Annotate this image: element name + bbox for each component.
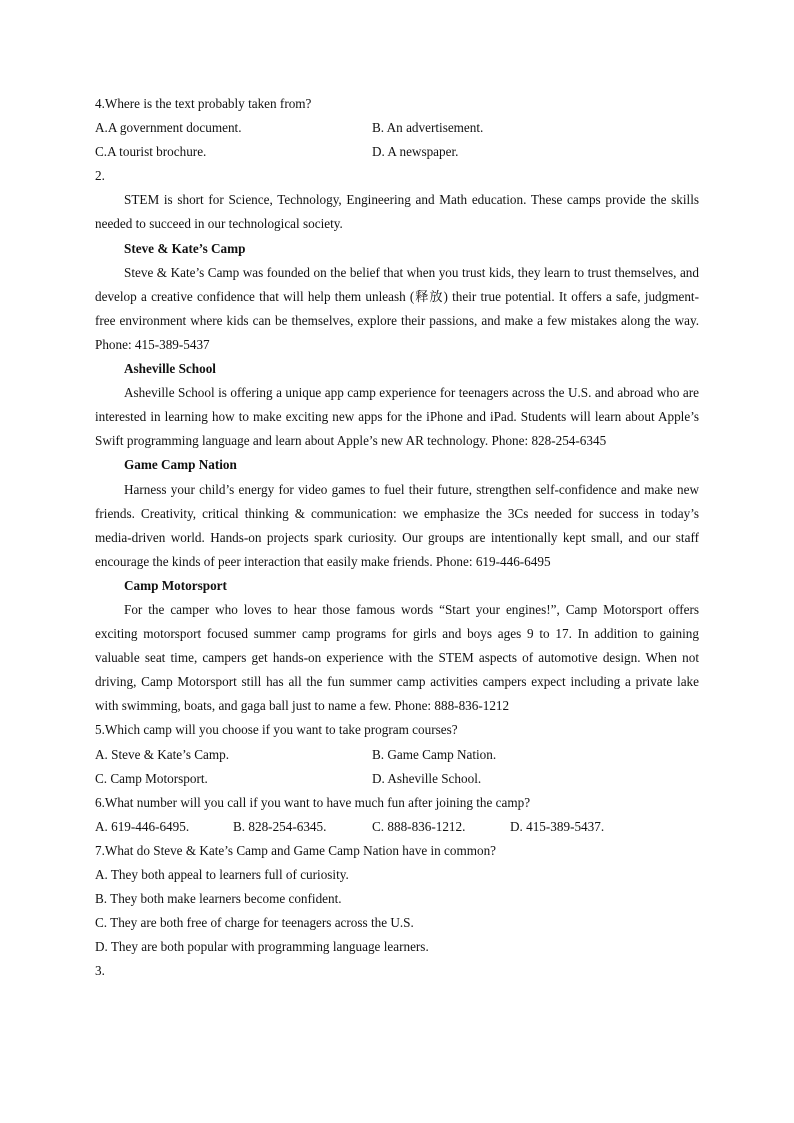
- question-4-options-row-2: [95, 140, 699, 164]
- camp-heading-asheville: Asheville School: [124, 361, 216, 377]
- question-6-option-c: C. 888-836-1212.: [372, 818, 466, 834]
- question-6-option-a: A. 619-446-6495.: [95, 818, 190, 834]
- question-5-option-d: D. Asheville School.: [372, 770, 482, 786]
- camp-heading-game-camp-nation: Game Camp Nation: [124, 457, 237, 473]
- question-4-stem: 4.Where is the text probably taken from?: [95, 96, 312, 111]
- question-7-option-b: B. They both make learners become confident.: [95, 891, 342, 907]
- camp-text-asheville: Asheville School is offering a unique app camp experience for teenagers across the U.S. and abroad who are interested in learning how to make exciting new apps for the iPhone and iPad. Students will learn about Apple’s Swift programming language and learn about Apple’s new AR technology. Phone: 828-254-6345: [95, 385, 699, 449]
- next-section-number: 3.: [95, 963, 105, 979]
- question-5-option-c: C. Camp Motorsport.: [95, 770, 208, 786]
- camp-heading-motorsport: Camp Motorsport: [124, 577, 227, 593]
- question-4-option-a: A.A government document.: [95, 120, 242, 136]
- question-4-option-b: B. An advertisement.: [372, 120, 484, 136]
- question-5-stem: 5.Which camp will you choose if you want to take program courses?: [95, 722, 458, 738]
- question-4-option-d: D. A newspaper.: [372, 144, 459, 160]
- camp-heading-steve-kate: Steve & Kate’s Camp: [124, 240, 246, 256]
- question-5-option-a: A. Steve & Kate’s Camp.: [95, 746, 230, 762]
- question-7-option-a: A. They both appeal to learners full of curiosity.: [95, 867, 349, 882]
- camp-text-motorsport: For the camper who loves to hear those famous words “Start your engines!”, Camp Motorsport offers exciting motorsport focused summer camp programs for girls and boys ages 9 to 17. In addition to gaining valuable seat time, campers get hands-on experience with the STEM aspects of automotive design. When not driving, Camp Motorsport still has all the fun summer camp activities campers expect including a private lake with swimming, boats, and gaga ball just to name a few. Phone: 888-836-1212: [95, 601, 699, 714]
- camp-text-game-camp-nation: Harness your child’s energy for video games to fuel their future, strengthen self-confidence and make new friends. Creativity, critical thinking & communication: we emphasize the 3Cs needed for success in today’s media-driven world. Hands-on projects spark curiosity. Our groups are intentionally kept small, and our staff encourage the kinds of peer interaction that easily make friends. Phone: 619-446-6495: [95, 481, 699, 569]
- question-7-option-d: D. They are both popular with programming language learners.: [95, 939, 429, 955]
- question-5-options-row-2: [95, 767, 699, 791]
- question-6-options-row: [95, 815, 699, 839]
- question-4-option-c: C.A tourist brochure.: [95, 144, 207, 160]
- question-6-stem: 6.What number will you call if you want to have much fun after joining the camp?: [95, 794, 531, 810]
- passage-number: 2.: [95, 168, 105, 184]
- question-7-option-c: C. They are both free of charge for teenagers across the U.S.: [95, 915, 414, 931]
- passage-intro: STEM is short for Science, Technology, Engineering and Math education. These camps provide the skills needed to succeed in our technological society.: [95, 192, 699, 232]
- question-6-option-b: B. 828-254-6345.: [233, 818, 327, 834]
- document-page: [95, 92, 699, 983]
- question-5-option-b: B. Game Camp Nation.: [372, 746, 497, 762]
- question-7-stem: 7.What do Steve & Kate’s Camp and Game Camp Nation have in common?: [95, 842, 497, 858]
- question-4-options-row-1: [95, 116, 699, 140]
- camp-text-steve-kate: Steve & Kate’s Camp was founded on the belief that when you trust kids, they learn to trust themselves, and develop a creative confidence that will help them unleash (释放) their true potential. It offers a safe, judgment-free environment where kids can be themselves, explore their passions, and make a few mistakes along the way. Phone: 415-389-5437: [95, 264, 699, 352]
- question-6-option-d: D. 415-389-5437.: [510, 818, 605, 834]
- question-5-options-row-1: [95, 743, 699, 767]
